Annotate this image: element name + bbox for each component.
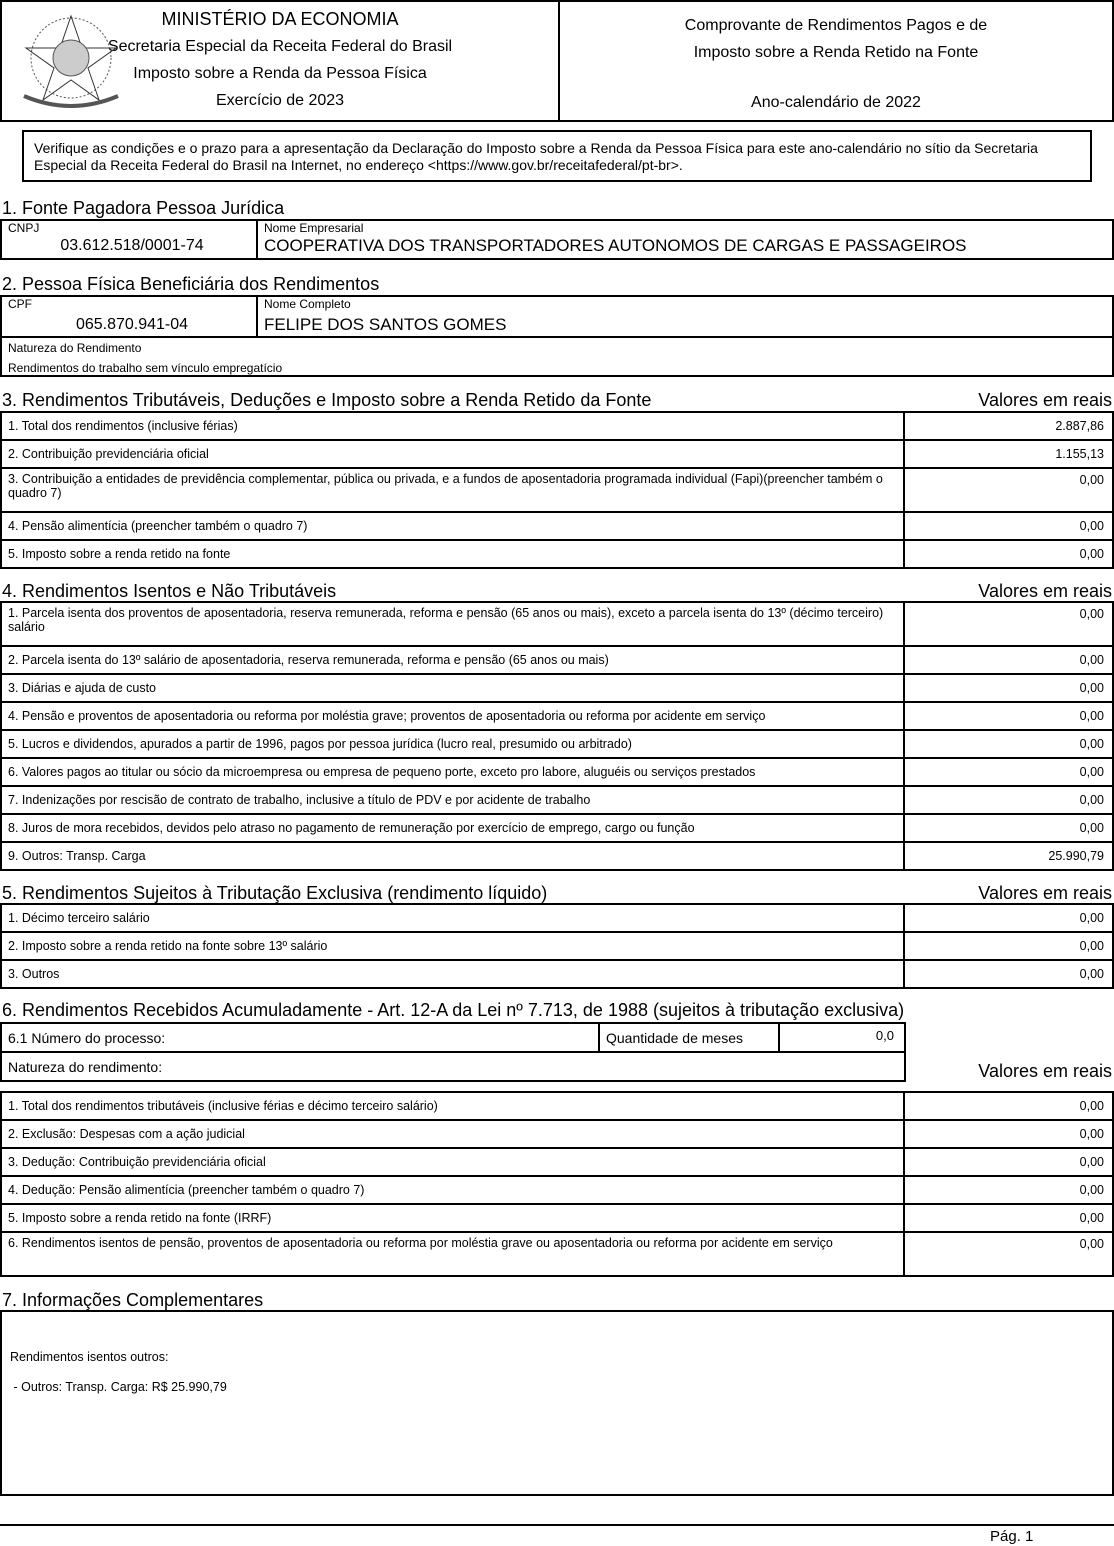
row-value: 0,00 (903, 703, 1112, 729)
nature-income-cell (0, 1051, 906, 1082)
table-row (0, 959, 1114, 989)
row-value: 25.990,79 (903, 843, 1112, 869)
secretariat: Secretaria Especial da Receita Federal do Brasil (107, 38, 453, 55)
complementary-line-2: - Outros: Transp. Carga: R$ 25.990,79 (10, 1380, 227, 1394)
months-label-cell (598, 1022, 780, 1053)
section-7-title: 7. Informações Complementares (2, 1290, 264, 1310)
coat-of-arms-icon (16, 8, 126, 116)
nature-value: Rendimentos do trabalho sem vínculo empregatício (8, 361, 283, 375)
row-label: 5. Imposto sobre a renda retido na fonte (8, 547, 231, 561)
cpf-label: CPF (8, 297, 32, 311)
row-label: 5. Imposto sobre a renda retido na fonte (IRRF) (8, 1211, 272, 1225)
table-row (0, 1147, 1114, 1177)
row-value: 0,00 (903, 1149, 1112, 1175)
values-label: Valores em reais (978, 390, 1112, 410)
months-value-cell (778, 1022, 906, 1053)
row-label: 1. Décimo terceiro salário (8, 911, 150, 925)
row-value: 0,00 (903, 815, 1112, 841)
section-3-table (0, 413, 1114, 569)
footer-divider (0, 1524, 1114, 1526)
doc-title-1: Comprovante de Rendimentos Pagos e de (684, 17, 988, 34)
table-row (0, 785, 1114, 815)
complementary-info-box (0, 1310, 1114, 1496)
row-label: 8. Juros de mora recebidos, devidos pelo atraso no pagamento de remuneração por exercício de emprego, cargo ou função (8, 821, 695, 835)
row-value: 0,00 (903, 675, 1112, 701)
row-value: 0,00 (903, 933, 1112, 959)
table-row (0, 931, 1114, 961)
row-label: 1. Parcela isenta dos proventos de aposentadoria, reserva remunerada, reforma e pensão (65 anos ou mais), exceto a parcela isenta do 13º (décimo terceiro) salário (8, 606, 884, 634)
section-5-table (0, 905, 1114, 989)
row-label: 5. Lucros e dividendos, apurados a partir de 1996, pagos por pessoa jurídica (lucro real, presumido ou arbitrado) (8, 737, 632, 751)
table-row (0, 673, 1114, 703)
row-label: 6. Valores pagos ao titular ou sócio da microempresa ou empresa de pequeno porte, exceto pro labore, aluguéis ou serviços prestados (8, 765, 756, 779)
row-value: 1.155,13 (903, 441, 1112, 467)
calendar-year: Ano-calendário de 2022 (751, 94, 921, 111)
row-label: 4. Pensão e proventos de aposentadoria ou reforma por moléstia grave; proventos de aposentadoria ou reforma por acidente em serviço (8, 709, 766, 723)
table-row (0, 467, 1114, 513)
row-value: 0,00 (903, 541, 1112, 567)
row-label: 3. Dedução: Contribuição previdenciária oficial (8, 1155, 266, 1169)
process-number-label: 6.1 Número do processo: (8, 1030, 166, 1046)
header-right (558, 0, 1114, 122)
table-row (0, 1231, 1114, 1277)
company-name-cell (256, 219, 1114, 260)
row-value: 0,00 (903, 759, 1112, 785)
row-label: 1. Total dos rendimentos tributáveis (inclusive férias e décimo terceiro salário) (8, 1099, 438, 1113)
values-label: Valores em reais (978, 883, 1112, 903)
notice: Verifique as condições e o prazo para a apresentação da Declaração do Imposto sobre a Renda da Pessoa Física para este ano-calendário no sítio da Secretaria Especial da Receita Federal do Brasil na Internet, no endereço <https://www.gov.br/receitafederal/pt-br>. (22, 130, 1092, 182)
table-row (0, 1119, 1114, 1149)
table-row (0, 645, 1114, 675)
row-label: 4. Dedução: Pensão alimentícia (preencher também o quadro 7) (8, 1183, 365, 1197)
row-value: 0,00 (903, 1205, 1112, 1231)
table-row (0, 1175, 1114, 1205)
table-row (0, 841, 1114, 871)
beneficiary-name-value: FELIPE DOS SANTOS GOMES (264, 315, 507, 334)
ministry: MINISTÉRIO DA ECONOMIA (161, 9, 399, 29)
row-value: 0,00 (903, 961, 1112, 987)
row-value: 0,00 (903, 603, 1112, 645)
section-5-title: 5. Rendimentos Sujeitos à Tributação Exclusiva (rendimento líquido) (2, 883, 548, 903)
beneficiary-name-label: Nome Completo (264, 297, 351, 311)
row-value: 0,00 (903, 647, 1112, 673)
row-value: 0,00 (903, 731, 1112, 757)
section-1-title: 1. Fonte Pagadora Pessoa Jurídica (2, 198, 285, 218)
cnpj-value: 03.612.518/0001-74 (60, 237, 204, 254)
section-4-title: 4. Rendimentos Isentos e Não Tributáveis (2, 581, 337, 601)
months-label: Quantidade de meses (606, 1030, 743, 1046)
company-name-label: Nome Empresarial (264, 221, 364, 235)
process-number-cell (0, 1022, 600, 1053)
page-number: Pág. 1 (990, 1528, 1034, 1545)
company-name-value: COOPERATIVA DOS TRANSPORTADORES AUTONOMOS DE CARGAS E PASSAGEIROS (264, 236, 967, 255)
tax-name: Imposto sobre a Renda da Pessoa Física (133, 65, 427, 82)
section-6-table (0, 1093, 1114, 1277)
nature-income-label: Natureza do rendimento: (8, 1059, 163, 1075)
row-value: 0,00 (903, 1233, 1112, 1275)
table-row (0, 1203, 1114, 1233)
row-value: 0,00 (903, 1093, 1112, 1119)
complementary-line-1: Rendimentos isentos outros: (10, 1350, 169, 1364)
table-row (0, 813, 1114, 843)
cnpj-label: CNPJ (8, 221, 40, 235)
table-row (0, 701, 1114, 731)
row-value: 0,00 (903, 469, 1112, 511)
row-label: 9. Outros: Transp. Carga (8, 849, 146, 863)
cpf-value: 065.870.941-04 (75, 316, 189, 333)
row-label: 2. Exclusão: Despesas com a ação judicial (8, 1127, 245, 1141)
section-3-title: 3. Rendimentos Tributáveis, Deduções e Imposto sobre a Renda Retido da Fonte (2, 390, 652, 410)
row-value: 0,00 (903, 1177, 1112, 1203)
row-value: 2.887,86 (903, 413, 1112, 439)
nature-label: Natureza do Rendimento (8, 341, 142, 355)
table-row (0, 411, 1114, 441)
row-label: 1. Total dos rendimentos (inclusive férias) (8, 419, 238, 433)
row-value: 0,00 (903, 905, 1112, 931)
row-label: 3. Outros (8, 967, 60, 981)
doc-title-2: Imposto sobre a Renda Retido na Fonte (693, 44, 979, 61)
table-row (0, 601, 1114, 647)
values-label: Valores em reais (978, 581, 1112, 601)
table-row (0, 729, 1114, 759)
section-4-table (0, 603, 1114, 871)
row-value: 0,00 (903, 1121, 1112, 1147)
row-label: 4. Pensão alimentícia (preencher também o quadro 7) (8, 519, 308, 533)
row-value: 0,00 (903, 513, 1112, 539)
table-row (0, 903, 1114, 933)
exercise: Exercício de 2023 (215, 92, 345, 109)
row-label: 2. Imposto sobre a renda retido na fonte sobre 13º salário (8, 939, 328, 953)
beneficiary-name-cell (256, 295, 1114, 338)
header-left (0, 0, 560, 122)
row-label: 2. Contribuição previdenciária oficial (8, 447, 209, 461)
table-row (0, 1091, 1114, 1121)
nature-cell (0, 336, 1114, 377)
row-label: 7. Indenizações por rescisão de contrato de trabalho, inclusive a título de PDV e por acidente de trabalho (8, 793, 591, 807)
table-row (0, 757, 1114, 787)
row-label: 3. Diárias e ajuda de custo (8, 681, 157, 695)
row-label: 3. Contribuição a entidades de previdência complementar, pública ou privada, e a fundos de aposentadoria programada individual (Fapi)(preencher também o quadro 7) (8, 472, 883, 500)
section-2-title: 2. Pessoa Física Beneficiária dos Rendimentos (2, 274, 380, 294)
table-row (0, 511, 1114, 541)
row-label: 2. Parcela isenta do 13º salário de aposentadoria, reserva remunerada, reforma e pensão (65 anos ou mais) (8, 653, 609, 667)
cnpj-cell (0, 219, 258, 260)
values-label: Valores em reais (978, 1061, 1112, 1081)
cpf-cell (0, 295, 258, 338)
months-value: 0,0 (875, 1028, 894, 1043)
table-row (0, 539, 1114, 569)
section-6-title: 6. Rendimentos Recebidos Acumuladamente - Art. 12-A da Lei nº 7.713, de 1988 (sujeitos à tributação exclusiva) (2, 1000, 905, 1020)
row-label: 6. Rendimentos isentos de pensão, proventos de aposentadoria ou reforma por moléstia grave ou aposentadoria ou reforma por acidente em serviço (8, 1236, 833, 1250)
row-value: 0,00 (903, 787, 1112, 813)
table-row (0, 439, 1114, 469)
